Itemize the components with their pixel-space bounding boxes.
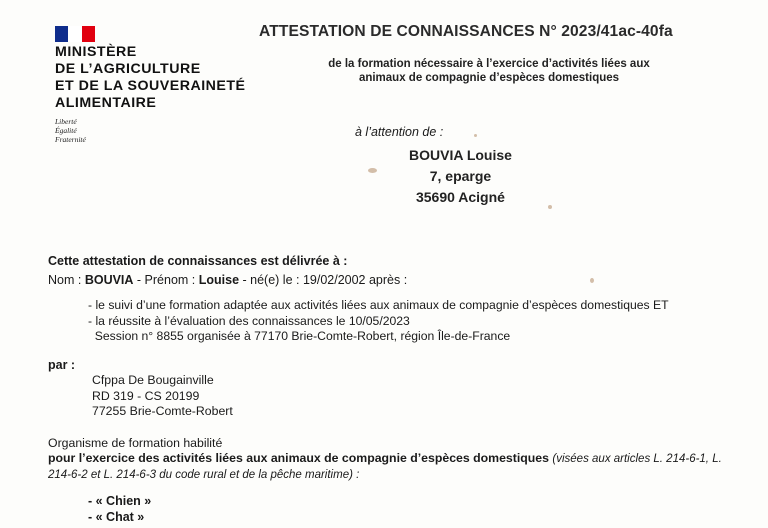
organisation-label: Organisme de formation habilité [48,436,223,450]
scan-speck [474,134,477,137]
document-subtitle [308,57,670,85]
document-title: ATTESTATION DE CONNAISSANCES N° 2023/41ac-40fa [259,23,673,40]
ministry-line: MINISTÈRE [55,44,137,60]
species-item: - « Chien » [88,494,152,508]
ministry-line: ALIMENTAIRE [55,95,157,111]
prenom-label: - Prénom : [133,273,199,287]
provider-line: Cfppa De Bougainville [92,373,214,387]
motto-line: Égalité [55,126,77,135]
ministry-name [55,44,246,112]
condition-item: Session n° 8855 organisée à 77170 Brie-Comte-Robert, région Île-de-France [88,329,511,343]
condition-item: - le suivi d’une formation adaptée aux activités liées aux animaux de compagnie d’espèces domestiques ET [88,298,669,312]
attention-label: à l’attention de : [355,125,444,139]
recipient-name: BOUVIA Louise [409,147,512,163]
species-item: - « Chat » [88,510,145,524]
republic-motto [55,117,86,144]
ministry-line: DE L’AGRICULTURE [55,61,201,77]
provider-line: 77255 Brie-Comte-Robert [92,404,233,418]
provider-line: RD 319 - CS 20199 [92,388,200,403]
birth-date: - né(e) le : 19/02/2002 après : [239,273,408,287]
condition-item: - la réussite à l’évaluation des connaissances le 10/05/2023 [88,313,410,328]
species-list [88,493,151,525]
activities-scope-bold: pour l’exercice des activités liées aux animaux de compagnie d’espèces domestiques [48,451,549,465]
prenom-value: Louise [198,273,240,287]
recipient-address [409,145,512,208]
delivered-to-heading: Cette attestation de connaissances est délivrée à : [48,254,348,268]
activities-scope-note: (visées aux articles L. 214-6-1, L. 214-6-2 et L. 214-6-3 du code rural et de la pêche maritime) : [48,453,722,481]
flag-red-stripe [82,26,95,42]
republic-flag-logo [55,26,95,42]
provider-heading: par : [48,358,76,372]
flag-blue-stripe [55,26,68,42]
nom-label: Nom : [48,273,85,287]
conditions-list [88,298,669,345]
flag-white-stripe [68,26,81,42]
nom-value: BOUVIA [84,273,134,287]
activities-scope [48,451,738,483]
scan-speck [368,168,377,173]
subtitle-line: animaux de compagnie d’espèces domestiques [358,72,620,84]
ministry-line: ET DE LA SOUVERAINETÉ [55,78,246,94]
scan-speck [548,205,552,209]
recipient-street: 7, eparge [429,168,492,184]
scan-speck [590,278,594,283]
subtitle-line: de la formation nécessaire à l’exercice d’activités liées aux [328,58,650,70]
provider-address [92,373,233,420]
recipient-city: 35690 Acigné [415,189,505,205]
holder-identity-line [48,273,407,287]
motto-line: Liberté [55,117,77,126]
motto-line: Fraternité [55,135,86,144]
